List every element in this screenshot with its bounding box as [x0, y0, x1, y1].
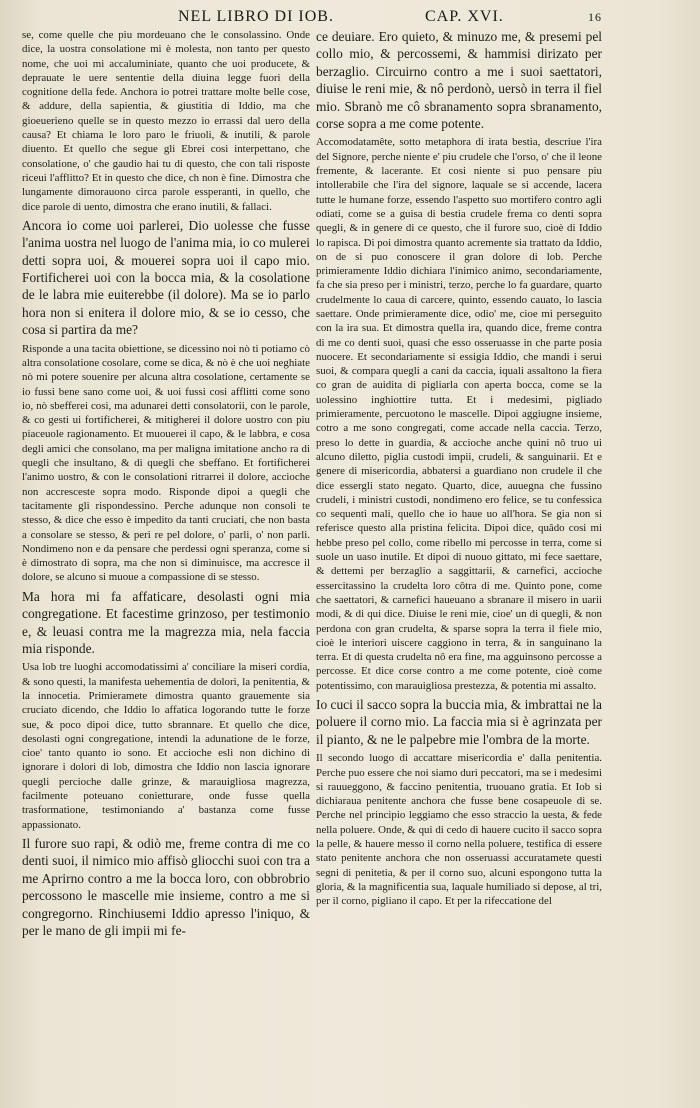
scripture-passage: Io cuci il sacco sopra la buccia mia, & imbrattai ne la poluere il corno mio. La faccia mia si è agrinzata per il pianto, & ne le palpebre mie l'ombra de la morte.	[316, 697, 602, 747]
running-head	[0, 6, 700, 28]
left-column	[22, 28, 310, 1100]
commentary-paragraph: Accomodatamête, sotto metaphora di irata bestia, descriue l'ira del Signore, perche niente e' piu crudele che l'orso, o' che il leone fremente, & lacerante. Et cosi niente si puo pensare piu intollerabile che l'ira del signore, laquale se si accende, lacera tutte le humane forze, essendo l'aspetto suo mortifero contro agli odiati, come se a guisa di bestia crudele frema co denti sopra quegli, & in genere di ce questo, che il furore suo, cioè di Iddio lo rapisca. Di poi dimostra quanto acremente sia trattato da Iddio, on de si puo conoscere il gran dolore di lob. Perche primieramente Iddio dichiara l'inimico animo, secondariamente, fa che sia preso per i ministri, terzo, perche lo fa guardare, quarto crudelmente lo caua di carcere, quinto, essendo cauato, lo lascia saettare. Onde primieramente dice, odio' me, cioe mi perseguito con la ira sua. Et dimostra quella ira, quando dice, freme contra di me co denti suoi, quasi che esso osseruasse in che parte posia nuocere. Et secondariamente si essigia Iddio, che mandi i serui suoi, & compara quegli a cani da caccia, iquali assaltono la fiera co gran de auidita di pigliarla con aperta bocca, come se la uolessino inghiottire tutta. Et i medesimi, pigliado primieramente, percuotono le mascelle. Dipoi aggiugne insieme, cotro a me sono congregati, come accade nella caccia. Terzo, preso lo dette in guardia, & accioche anche quini nô truo ui alcuno diletto, piglia custodi impii, crudeli, & sanguinarii. Et e genere di misericordia, abbatersi a guardiano non crudele il che dice essergli stato negato. Quarto, dice, auuegna che fussino crudeli, i ministri custodi, nondimeno ero felice, se tu confessica co sequenti mali, quello che io haue uo all'hora. Se gia non si referisce questo alla pristina felicita. Dipoi dice, quâdo cosi mi hebbe preso pel collo, come ribello mi percosse in terra, come si suole un uaso inutile. Et dipoi di nuouo gittato, mi fece saettare, & dettemi per berzaglio a saggittarii, & carnefici, accioche essercitassino la crudelta loro côtra di me. Quinto pone, come che saettatori, & carnefici haueuano a sbranare il misero in uarii modi, & di qui dice. Diuise le reni mie, cioe' un di quegli, & non perdona con gran crudelta, & sparse sopra la terra il fiele mio, cioè le interiori uiscere caggiono in terra, & in sanguinano la terra. Et di questa crudelta nô era fine, ma agguinsono percosse a percosse. Et dice corse contro a me come potente, cioè come potentissimo, con marauigliosa prestezza, & potentia mi assalto.	[316, 136, 602, 692]
scripture-passage: Ma hora mi fa affaticare, desolasti ogni mia congregatione. Et facestime grinzoso, per testimonio e, & leuasi contra me la magrezza mia, nela faccia mia risponde.	[22, 588, 310, 656]
commentary-paragraph: Risponde a una tacita obiettione, se dicessino noi nò ti potiamo cò altra consolatione cosolare, come se dica, & nò è che uoi neghiate nò mi potere souenire per alcuna altra cosolatione, certamente se io fussi bene sano come uoi, & uoi fussi cosi afflitti come sono io, nò sbefferei cosi, ma adunarei detti consolatorii, con le parole, & co gesti ui fortificherei, & mitigherei il dolore uostro con piu piaceuole ragionamento. Et muouerei il capo, & le labbra, e cosa degli amici che consolano, ma per maligna imitatione ancho ra di quegli che insultano, & di quegli che sbeffano. Et fortificherei l'animo uostro, & con le consolationi ritrarrei il dolore, accioche non accresceste sopra modo. Risponde dipoi a quegli che tacitamente gli rispondessino. Perche adunque non consoli te stesso, & dice che esso è impedito da tanti cruciati, che non basta a consolare se stesso, & peri re pel dolore, o' parli, o' non parli. Nondimeno non e da pensare che perdessi ogni speranza, come si è dimostrato di sopra, ma che non si diminuisce, ma accresce il dolore, se alcuno si muoue a compassione di se stesso.	[22, 342, 310, 584]
right-column	[316, 28, 602, 1100]
scripture-passage: ce deuiare. Ero quieto, & minuzo me, & presemi pel collo mio, & percossemi, & hammisi dirizato per berzaglio. Circuirno contro a me i suoi saettatori, diuise le reni mie, & nô perdonò, uersò in terra il fiel mio. Sbranò me cô sbranamento sopra sbranamento, corse sopra a me come potente.	[316, 29, 602, 132]
folio-number: 16	[588, 10, 602, 24]
commentary-paragraph: Usa lob tre luoghi accomodatissimi a' conciliare la miseri cordia, & sono questi, la manifesta uehementia de dolori, la penitentia, & la innocetia. Primieramete dimostra quanto grauemente sia cruciato dicendo, che Iddio lo affatica logorando tutte le forze sue, & poco dipoi dice, tutto sbrannare. Et quello che dice, desolasti ogni congregatione, intendi la adunatione de le forze, cioe' tanto quanto io sono. Et accioche esli non dichino di ignorare i dolori di lob, dimostra che Iddio non lascia ignorare quegli percioche dalle grinze, & marauigliosa magrezza, facilmente poteuano conietturare, onde fusse quella trasformatione, testimoniando a' bastanza come fusse appassionato.	[22, 661, 310, 831]
running-head-book-title: NEL LIBRO DI IOB.	[178, 8, 334, 25]
commentary-paragraph: se, come quelle che piu mordeuano che le consolassino. Onde dice, la uostra consolatione mi è molesta, non tanto per questo nome, che uoi mi accaluminiate, quanto che uoi producete, & deprauate le uere sententie della diuina legge fuori della cognitione della fede. Anchora io potrei trattare molte belle cose, & addure, della sapientia, & giustitia di Iddio, ma che gioeuerieno quelle se in questo mezzo io errassi dal uero della causa? Et chiama le loro paro le friuoli, & inutili, & parole diuento. Et quello che segue gli Ebrei cosi interpettano, che consolatione, o' che gaudio hai tu di questo, che con tali risposte riceui l'afflitto? Et in questo che dice, ch non è fine. Dimostra che lungamente dimorauono circa parole essperanti, in quello, che dice parole di uento, dimostra che erano inutili, & fallaci.	[22, 29, 310, 213]
scripture-passage: Il furore suo rapi, & odiò me, freme contra di me co denti suoi, il nimico mio affisò gliocchi suoi con tra a me Aprirno contro a me la bocca loro, con obbrobrio percossono le mascelle mie insieme, contro a me si congregorno. Rinchiusemi Iddio apresso l'iniquo, & per le mano de gli impii mi fe-	[22, 835, 310, 938]
scripture-passage: Ancora io come uoi parlerei, Dio uolesse che fusse l'anima uostra nel luogo de l'anima mia, io co mulerei detti sopra uoi, & mouerei sopra uoi il capo mio. Fortificherei uoi con la bocca mia, & la cosolatione de le labra mie euiterebbe (il dolore). Ma se io parlo hora non si enitera il dolore mio, & se io cesso, che cosa si partira da me?	[22, 217, 310, 338]
running-head-chapter: CAP. XVI.	[425, 8, 504, 25]
commentary-paragraph: Il secondo luogo di accattare misericordia e' dalla penitentia. Perche puo essere che noi siamo duri peccatori, ma se i medesimi si rauueggono, & faccino penitentia, truouano gratia. Et Iob si dichiaraua penitente anchora che fusse bene cosapeuole di se. Perche nel principio leggiamo che esso straccio la uesta, & fede nella poluere. Onde, & qui di cedo di hauere cucito il sacco sopra la pelle, & hauere messo il corno nella poluere, testifica di essere stato penitente anchora che non osseruassi accuratamete questi segni di penitetia, & per il corno suo, alcuni espongono tutta la gloria, & la magnificentia sua, laquale humiliado si depose, al tri, per il corno, pigliano il capo. Et per la rifeccatione del	[316, 752, 602, 908]
